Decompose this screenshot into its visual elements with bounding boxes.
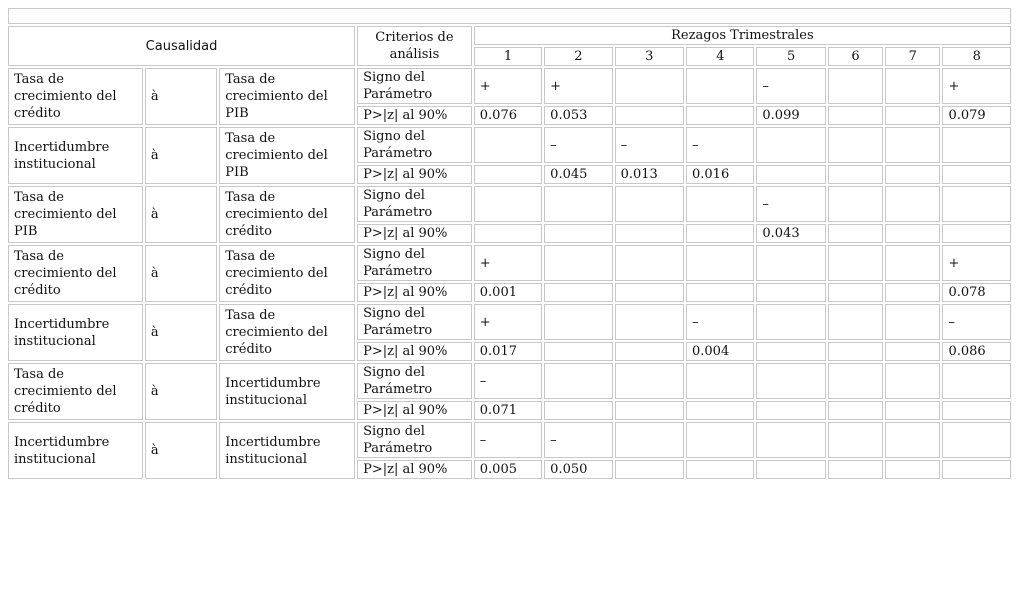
pvalue-cell	[885, 283, 940, 302]
pvalue-cell	[942, 165, 1011, 184]
pvalue-cell: 0.004	[686, 342, 754, 361]
criterion-sign-label: Signo del Parámetro	[357, 245, 472, 281]
sign-cell: +	[942, 68, 1011, 104]
criterion-pvalue-label: P>|z| al 90%	[357, 106, 472, 125]
table-body	[8, 8, 1011, 479]
header-lag-2: 2	[544, 47, 612, 66]
pvalue-cell	[544, 401, 612, 420]
pvalue-cell	[686, 283, 754, 302]
cause-variable: Tasa de crecimiento del crédito	[8, 68, 143, 125]
arrow-symbol: à	[145, 127, 217, 184]
pvalue-cell	[756, 342, 825, 361]
criterion-sign-label: Signo del Parámetro	[357, 127, 472, 163]
sign-cell: +	[474, 68, 542, 104]
arrow-symbol: à	[145, 363, 217, 420]
pvalue-cell: 0.086	[942, 342, 1011, 361]
criterion-pvalue-label: P>|z| al 90%	[357, 401, 472, 420]
pvalue-cell	[686, 224, 754, 243]
sign-cell: –	[544, 422, 612, 458]
sign-cell	[885, 363, 940, 399]
table-row-sign	[8, 363, 1011, 399]
criterion-sign-label: Signo del Parámetro	[357, 186, 472, 222]
empty-title-row	[8, 8, 1011, 24]
sign-cell	[756, 363, 825, 399]
pvalue-cell	[942, 224, 1011, 243]
pvalue-cell	[885, 460, 940, 479]
pvalue-cell	[686, 460, 754, 479]
sign-cell: +	[544, 68, 612, 104]
cause-variable: Incertidumbre institucional	[8, 304, 143, 361]
sign-cell	[828, 422, 883, 458]
header-lag-6: 6	[828, 47, 883, 66]
pvalue-cell	[885, 106, 940, 125]
pvalue-cell	[756, 460, 825, 479]
pvalue-cell	[615, 283, 684, 302]
sign-cell: –	[474, 422, 542, 458]
pvalue-cell	[474, 224, 542, 243]
pvalue-cell	[686, 401, 754, 420]
header-lag-3: 3	[615, 47, 684, 66]
sign-cell	[828, 186, 883, 222]
criterion-sign-label: Signo del Parámetro	[357, 68, 472, 104]
sign-cell	[686, 68, 754, 104]
sign-cell	[615, 68, 684, 104]
sign-cell: –	[686, 304, 754, 340]
arrow-symbol: à	[145, 68, 217, 125]
sign-cell	[686, 422, 754, 458]
criterion-pvalue-label: P>|z| al 90%	[357, 224, 472, 243]
sign-cell	[544, 363, 612, 399]
sign-cell: –	[942, 304, 1011, 340]
pvalue-cell	[885, 224, 940, 243]
arrow-symbol: à	[145, 422, 217, 479]
sign-cell	[828, 68, 883, 104]
table-row-sign	[8, 68, 1011, 104]
sign-cell	[474, 127, 542, 163]
pvalue-cell	[828, 165, 883, 184]
sign-cell	[885, 127, 940, 163]
sign-cell	[756, 304, 825, 340]
pvalue-cell	[828, 283, 883, 302]
sign-cell	[942, 186, 1011, 222]
arrow-symbol: à	[145, 186, 217, 243]
sign-cell	[885, 186, 940, 222]
sign-cell	[756, 127, 825, 163]
header-lag-1: 1	[474, 47, 542, 66]
effect-variable: Tasa de crecimiento del crédito	[219, 245, 355, 302]
sign-cell	[885, 245, 940, 281]
sign-cell	[756, 422, 825, 458]
pvalue-cell	[828, 224, 883, 243]
pvalue-cell	[828, 106, 883, 125]
arrow-symbol: à	[145, 304, 217, 361]
sign-cell: –	[615, 127, 684, 163]
sign-cell	[615, 245, 684, 281]
empty-title-cell	[8, 8, 1011, 24]
cause-variable: Tasa de crecimiento del crédito	[8, 363, 143, 420]
pvalue-cell	[885, 165, 940, 184]
effect-variable: Tasa de crecimiento del crédito	[219, 186, 355, 243]
cause-variable: Tasa de crecimiento del PIB	[8, 186, 143, 243]
criterion-sign-label: Signo del Parámetro	[357, 304, 472, 340]
sign-cell	[615, 304, 684, 340]
sign-cell	[686, 363, 754, 399]
sign-cell: –	[544, 127, 612, 163]
pvalue-cell: 0.017	[474, 342, 542, 361]
effect-variable: Tasa de crecimiento del PIB	[219, 68, 355, 125]
pvalue-cell: 0.099	[756, 106, 825, 125]
sign-cell	[544, 186, 612, 222]
sign-cell: –	[756, 186, 825, 222]
pvalue-cell	[885, 342, 940, 361]
criterion-pvalue-label: P>|z| al 90%	[357, 165, 472, 184]
pvalue-cell	[942, 460, 1011, 479]
criterion-sign-label: Signo del Parámetro	[357, 363, 472, 399]
pvalue-cell	[828, 460, 883, 479]
sign-cell	[885, 68, 940, 104]
criterion-pvalue-label: P>|z| al 90%	[357, 342, 472, 361]
header-lag-5: 5	[756, 47, 825, 66]
pvalue-cell	[756, 165, 825, 184]
table-row-sign	[8, 245, 1011, 281]
pvalue-cell: 0.016	[686, 165, 754, 184]
header-lag-4: 4	[686, 47, 754, 66]
pvalue-cell	[885, 401, 940, 420]
header-lag-7: 7	[885, 47, 940, 66]
sign-cell	[686, 245, 754, 281]
sign-cell	[474, 186, 542, 222]
header-lag-8: 8	[942, 47, 1011, 66]
pvalue-cell	[686, 106, 754, 125]
pvalue-cell: 0.071	[474, 401, 542, 420]
table-row-sign	[8, 127, 1011, 163]
cause-variable: Incertidumbre institucional	[8, 422, 143, 479]
arrow-symbol: à	[145, 245, 217, 302]
sign-cell	[544, 304, 612, 340]
pvalue-cell: 0.079	[942, 106, 1011, 125]
sign-cell	[828, 245, 883, 281]
pvalue-cell: 0.076	[474, 106, 542, 125]
pvalue-cell	[615, 342, 684, 361]
pvalue-cell: 0.053	[544, 106, 612, 125]
pvalue-cell	[756, 283, 825, 302]
sign-cell	[615, 363, 684, 399]
sign-cell	[885, 422, 940, 458]
pvalue-cell	[756, 401, 825, 420]
effect-variable: Incertidumbre institucional	[219, 363, 355, 420]
sign-cell: +	[942, 245, 1011, 281]
criterion-pvalue-label: P>|z| al 90%	[357, 283, 472, 302]
sign-cell: –	[756, 68, 825, 104]
effect-variable: Tasa de crecimiento del PIB	[219, 127, 355, 184]
sign-cell	[942, 363, 1011, 399]
pvalue-cell: 0.045	[544, 165, 612, 184]
pvalue-cell: 0.078	[942, 283, 1011, 302]
pvalue-cell	[544, 283, 612, 302]
sign-cell	[942, 422, 1011, 458]
pvalue-cell	[942, 401, 1011, 420]
sign-cell	[544, 245, 612, 281]
header-criterios: Criterios de análisis	[357, 26, 472, 66]
criterion-pvalue-label: P>|z| al 90%	[357, 460, 472, 479]
sign-cell	[942, 127, 1011, 163]
pvalue-cell	[615, 460, 684, 479]
header-rezagos: Rezagos Trimestrales	[474, 26, 1011, 45]
sign-cell: –	[474, 363, 542, 399]
sign-cell: –	[686, 127, 754, 163]
pvalue-cell: 0.005	[474, 460, 542, 479]
sign-cell	[885, 304, 940, 340]
pvalue-cell	[615, 401, 684, 420]
sign-cell	[756, 245, 825, 281]
pvalue-cell	[544, 224, 612, 243]
pvalue-cell	[544, 342, 612, 361]
pvalue-cell	[615, 106, 684, 125]
sign-cell	[615, 186, 684, 222]
sign-cell	[828, 304, 883, 340]
table-row-sign	[8, 422, 1011, 458]
pvalue-cell: 0.043	[756, 224, 825, 243]
effect-variable: Tasa de crecimiento del crédito	[219, 304, 355, 361]
header-causalidad: Causalidad	[8, 26, 355, 66]
effect-variable: Incertidumbre institucional	[219, 422, 355, 479]
sign-cell	[828, 127, 883, 163]
sign-cell	[828, 363, 883, 399]
pvalue-cell: 0.050	[544, 460, 612, 479]
sign-cell	[615, 422, 684, 458]
pvalue-cell	[828, 401, 883, 420]
pvalue-cell	[615, 224, 684, 243]
sign-cell: +	[474, 304, 542, 340]
sign-cell	[686, 186, 754, 222]
sign-cell: +	[474, 245, 542, 281]
criterion-sign-label: Signo del Parámetro	[357, 422, 472, 458]
causality-table	[6, 6, 1013, 481]
table-row-sign	[8, 186, 1011, 222]
header-row-1	[8, 26, 1011, 45]
pvalue-cell: 0.001	[474, 283, 542, 302]
pvalue-cell	[474, 165, 542, 184]
table-row-sign	[8, 304, 1011, 340]
pvalue-cell	[828, 342, 883, 361]
cause-variable: Incertidumbre institucional	[8, 127, 143, 184]
cause-variable: Tasa de crecimiento del crédito	[8, 245, 143, 302]
pvalue-cell: 0.013	[615, 165, 684, 184]
